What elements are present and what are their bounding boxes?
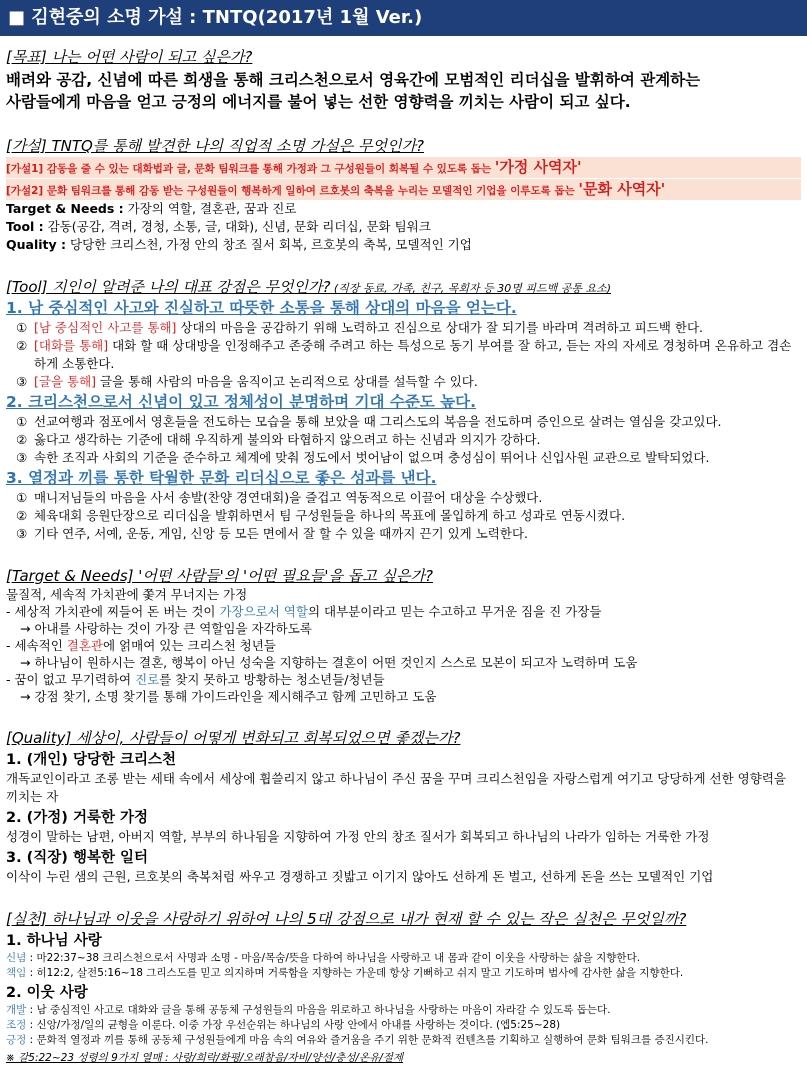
- strength-2-title: 2. 크리스천으로서 신념이 있고 정체성이 분명하며 기대 수준도 높다.: [6, 393, 477, 411]
- footnote: ※ 갈5:22~23 성령의 9가지 열매 : 사랑/희락/화평/오래참음/자비/양선/충성/온유/절제: [6, 1052, 404, 1064]
- bullet-text: - 세속적인: [6, 638, 67, 653]
- target-label: Target & Needs :: [6, 201, 124, 216]
- item-number: ③: [16, 526, 28, 541]
- quality-3-title: 3. (직장) 행복한 일터: [6, 850, 149, 866]
- quality-3-text: 이삭이 누린 샘의 근원, 르호봇의 축복처럼 싸우고 경쟁하고 짓밟고 이기지 않아도 선하게 돈 벌고, 선하게 돈을 쓰는 모델적인 기업: [6, 869, 714, 884]
- tool-text: 감동(공감, 격려, 경청, 소통, 글, 대화), 신념, 문화 리더십, 문화 팀워크: [43, 219, 431, 234]
- action-text: : 남 중심적인 사고로 대화와 글을 통해 공동체 구성원들의 마음을 위로하고 하나님을 사랑하는 마음이 자라갈 수 있도록 돕는다.: [26, 1004, 611, 1016]
- hypothesis-1-role: '가정 사역자': [494, 158, 582, 176]
- tool-question: [6, 276, 801, 297]
- strength-2-item-3: [6, 449, 801, 467]
- hypothesis-question: [가설] TNTQ를 통해 발견한 나의 직업적 소명 가설은 무엇인가?: [6, 137, 424, 155]
- target-bullet-3: [6, 671, 801, 688]
- quality-text: 당당한 크리스천, 가정 안의 창조 질서 회복, 르호봇의 축복, 모델적인 기업: [66, 237, 472, 252]
- hypothesis-target: [6, 200, 801, 218]
- bullet-highlight: 가장으로서 역할: [219, 604, 308, 619]
- action-1-line-1: [6, 951, 801, 966]
- bullet-highlight: 진로: [135, 672, 160, 687]
- target-intro: 물질적, 세속적 가치관에 쫓겨 무너지는 가정: [6, 587, 248, 602]
- item-highlight: [글을 통해]: [34, 374, 97, 389]
- item-text: 매니저님들의 마음을 사서 송발(찬양 경연대회)을 즐겁고 역동적으로 이끌어 대상을 수상했다.: [34, 490, 543, 505]
- hypothesis-1-text: [가설1] 감동을 줄 수 있는 대화법과 글, 문화 팀워크를 통해 가정과 그 구성원들이 회복될 수 있도록 돕는: [6, 163, 495, 175]
- target-arrow-2: → 하나님이 원하시는 결혼, 행복이 아닌 성숙을 지향하는 결혼이 어떤 것인지 스스로 모본이 되고자 노력하며 도움: [20, 655, 638, 670]
- hypothesis-2-role: '문화 사역자': [578, 180, 666, 198]
- quality-label: Quality :: [6, 237, 67, 252]
- action-text: : 마22:37~38 크리스천으로서 사명과 소명 - 마음/목숨/뜻을 다하여 하나님을 사랑하고 내 몸과 같이 이웃을 사랑하는 삶을 지향한다.: [26, 952, 641, 964]
- strength-3-item-1: [6, 489, 801, 507]
- purpose-question: [목표] 나는 어떤 사람이 되고 싶은가?: [6, 48, 253, 66]
- quality-question: [Quality] 세상이, 사람들이 어떻게 변화되고 회복되었으면 좋겠는가?: [6, 729, 461, 747]
- bullet-text: 를 찾지 못하고 방황하는 청소년들/청년들: [159, 672, 385, 687]
- item-number: ②: [16, 508, 28, 523]
- bullet-text: 의 대부분이라고 믿는 수고하고 무거운 짐을 진 가장들: [307, 604, 602, 619]
- hypothesis-tool: [6, 218, 801, 236]
- action-2-title: 2. 이웃 사랑: [6, 985, 88, 1001]
- bullet-text: 에 얽매여 있는 크리스천 청년들: [103, 638, 276, 653]
- target-arrow-1: → 아내를 사랑하는 것이 가장 큰 역할임을 자각하도록: [20, 621, 312, 636]
- action-label: 조정: [6, 1019, 27, 1031]
- quality-2-text: 성경이 말하는 남편, 아버지 역할, 부부의 하나됨을 지향하여 가정 안의 창조 질서가 회복되고 하나님의 나라가 임하는 거룩한 가정: [6, 829, 710, 844]
- action-label: 책임: [6, 967, 27, 979]
- item-number: ①: [16, 320, 28, 335]
- hypothesis-2: [6, 179, 801, 200]
- action-label: 긍정: [6, 1034, 27, 1046]
- item-number: ①: [16, 490, 28, 505]
- item-number: ①: [16, 414, 28, 429]
- target-text: 가장의 역할, 결혼관, 꿈과 진로: [123, 201, 297, 216]
- strength-3-item-2: [6, 507, 801, 525]
- item-number: ②: [16, 432, 28, 447]
- target-bullet-1: [6, 603, 801, 620]
- tool-question-main: [Tool] 지인이 알려준 나의 대표 강점은 무엇인가?: [6, 278, 331, 296]
- action-label: 개발: [6, 1004, 27, 1016]
- action-label: 신념: [6, 952, 27, 964]
- action-question: [실천] 하나님과 이웃을 사랑하기 위하여 나의 5대 강점으로 내가 현재 할 수 있는 작은 실천은 무엇일까?: [6, 910, 687, 928]
- strength-2-item-2: [6, 431, 801, 449]
- action-2-line-1: [6, 1003, 801, 1018]
- purpose-line-1: 배려와 공감, 신념에 따른 희생을 통해 크리스천으로서 영육간에 모범적인 리더십을 발휘하여 관계하는: [6, 71, 701, 89]
- item-highlight: [대화를 통해]: [34, 338, 109, 353]
- purpose-text: [6, 69, 801, 113]
- item-number: ②: [16, 338, 28, 353]
- action-text: : 문화적 열정과 끼를 통해 공동체 구성원들에게 마음 속의 여유와 즐거움을 주기 위한 문화적 컨텐츠를 기획하고 실행하여 문화 팀워크를 증진시킨다.: [26, 1034, 709, 1046]
- bullet-text: - 세상적 가치관에 찌들어 돈 버는 것이: [6, 604, 220, 619]
- tool-label: Tool :: [6, 219, 44, 234]
- hypothesis-quality: [6, 236, 801, 254]
- hypothesis-2-text: [가설2] 문화 팀워크를 통해 감동 받는 구성원들이 행복하게 일하여 르호봇의 축복을 누리는 모델적인 기업을 이루도록 돕는: [6, 185, 579, 197]
- item-highlight: [남 중심적인 사고를 통해]: [34, 320, 177, 335]
- target-question: [Target & Needs] '어떤 사람들'의 '어떤 필요들'을 돕고 싶은가?: [6, 567, 433, 585]
- item-number: ③: [16, 374, 28, 389]
- action-1-title: 1. 하나님 사랑: [6, 933, 102, 949]
- action-1-line-2: [6, 966, 801, 981]
- item-text: 상대의 마음을 공감하기 위해 노력하고 진심으로 상대가 잘 되기를 바라며 격려하고 피드백 한다.: [176, 320, 703, 335]
- item-text: 선교여행과 점포에서 영혼들을 전도하는 모습을 통해 보았을 때 그리스도의 복음을 전도하며 증인으로 살려는 열심을 갖고있다.: [34, 414, 722, 429]
- quality-1-text: 개독교인이라고 조롱 받는 세태 속에서 세상에 휩쓸리지 않고 하나님이 주신 꿈을 꾸며 크리스천임을 자랑스럽게 여기고 당당하게 선한 영향력을 끼치는 자: [6, 771, 786, 804]
- item-text: 글을 통해 사람의 마음을 움직이고 논리적으로 상대를 설득할 수 있다.: [96, 374, 478, 389]
- item-text: 기타 연주, 서예, 운동, 게임, 신앙 등 모든 면에서 잘 할 수 있을 때까지 끈기 있게 노력한다.: [34, 526, 528, 541]
- strength-1-item-1: [6, 319, 801, 337]
- item-text: 속한 조직과 사회의 기준을 준수하고 체계에 맞춰 정도에서 벗어남이 없으며 충성심이 뛰어나 신입사원 교관으로 발탁되었다.: [34, 450, 710, 465]
- action-text: : 신앙/가정/일의 균형을 이룬다. 이중 가장 우선순위는 하나님의 사랑 안에서 아내를 사랑하는 것이다. (엡5:25~28): [26, 1019, 561, 1031]
- tool-question-note: (직장 동료, 가족, 친구, 목회자 등 30명 피드백 공통 요소): [330, 282, 611, 295]
- quality-2-title: 2. (가정) 거룩한 가정: [6, 810, 149, 826]
- strength-1-item-2: [6, 337, 801, 373]
- strength-1-title: 1. 남 중심적인 사고와 진실하고 따뜻한 소통을 통해 상대의 마음을 얻는다.: [6, 299, 517, 317]
- action-text: : 히12:2, 살전5:16~18 그리스도를 믿고 의지하며 거룩함을 지향하는 가운데 항상 기뻐하고 쉬지 말고 기도하며 범사에 감사한 삶을 지향한다.: [26, 967, 684, 979]
- document-title: ■ 김현중의 소명 가설 : TNTQ(2017년 1월 Ver.): [0, 0, 807, 36]
- item-text: 체육대회 응원단장으로 리더십을 발휘하면서 팀 구성원들을 하나의 목표에 몰입하게 하고 성과로 연동시켰다.: [34, 508, 626, 523]
- action-2-line-3: [6, 1033, 801, 1048]
- strength-3-title: 3. 열정과 끼를 통한 탁월한 문화 리더십으로 좋은 성과를 낸다.: [6, 469, 437, 487]
- strength-1-item-3: [6, 373, 801, 391]
- target-bullet-2: [6, 637, 801, 654]
- bullet-highlight: 결혼관: [66, 638, 103, 653]
- item-text: 대화 할 때 상대방을 인정해주고 존중해 주려고 하는 특성으로 동기 부여를 잘 하고, 듣는 자의 자세로 경청하며 온유하고 겸손하게 소통한다.: [34, 338, 792, 371]
- strength-3-item-3: [6, 525, 801, 543]
- bullet-text: - 꿈이 없고 무기력하여: [6, 672, 136, 687]
- document-content: [6, 40, 801, 1065]
- hypothesis-1: [6, 157, 801, 178]
- purpose-line-2: 사람들에게 마음을 얻고 긍정의 에너지를 불어 넣는 선한 영향력을 끼치는 사람이 되고 싶다.: [6, 93, 631, 111]
- item-number: ③: [16, 450, 28, 465]
- quality-1-title: 1. (개인) 당당한 크리스천: [6, 752, 177, 768]
- target-arrow-3: → 강점 찾기, 소명 찾기를 통해 가이드라인을 제시해주고 함께 고민하고 도움: [20, 689, 437, 704]
- strength-2-item-1: [6, 413, 801, 431]
- action-2-line-2: [6, 1018, 801, 1033]
- item-text: 옳다고 생각하는 기준에 대해 우직하게 불의와 타협하지 않으려고 하는 신념과 의지가 강하다.: [34, 432, 541, 447]
